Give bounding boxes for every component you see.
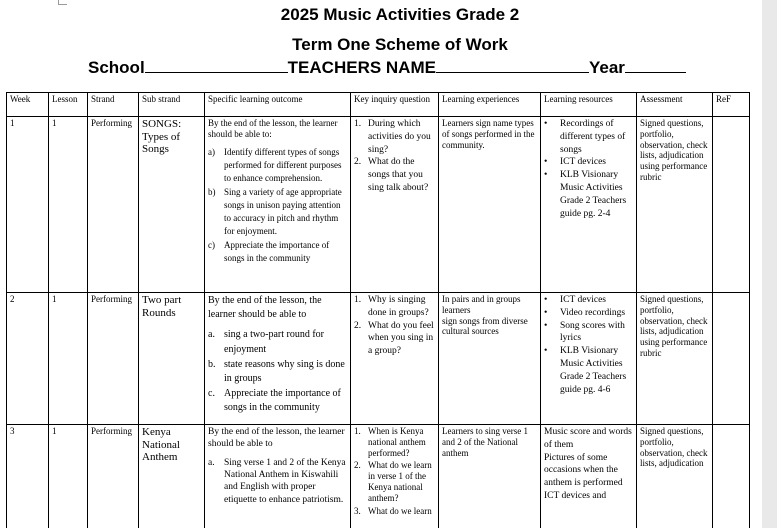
experience-line: In pairs and in groups learners <box>442 294 521 315</box>
outcome-intro: By the end of the lesson, the learner should be able to <box>208 295 322 321</box>
outcome-item: c) Appreciate the importance of songs in the community <box>208 239 330 263</box>
resource-item: • KLB Visionary Music Activities Grade 2 Teachers guide pg. 2-4 <box>544 170 627 219</box>
question-item: 1. During which activities do you sing? <box>354 119 431 155</box>
year-label: Year <box>588 58 625 77</box>
header-strand: Strand <box>88 93 139 117</box>
question-item: 2. What do the songs that you sing talk about? <box>354 157 429 194</box>
resource-item: • Song scores with lyrics <box>544 320 625 344</box>
resource-item: • Video recordings <box>544 307 626 318</box>
week-cell: 1 <box>7 117 49 293</box>
resources-cell <box>541 117 637 293</box>
resources-cell <box>541 293 637 425</box>
lesson-cell: 1 <box>49 425 88 528</box>
lesson-cell: 1 <box>49 293 88 425</box>
week-cell: 3 <box>7 425 49 528</box>
school-label: School <box>88 58 145 77</box>
table-row <box>7 293 750 425</box>
outcome-item: b) Sing a variety of age appropriate songs in unison paying attention to accuracy in pitch and rhythm for enjoyment. <box>208 186 342 236</box>
outcome-cell <box>205 117 351 293</box>
assessment-cell: Signed questions, portfolio, observation, check lists, adjudication using performance rubric <box>637 117 713 293</box>
substrand-cell: SONGS: Types of Songs <box>139 117 205 293</box>
ref-cell <box>713 425 750 528</box>
document-title: 2025 Music Activities Grade 2 <box>280 5 520 24</box>
outcome-item: a. Sing verse 1 and 2 of the Kenya National Anthem in Kiswahili and English with proper etiquette to enhance patriotism. <box>208 457 346 505</box>
strand-cell: Performing <box>88 425 139 528</box>
outcome-cell <box>205 293 351 425</box>
question-item: 2. What do we learn in verse 1 of the Kenya national anthem? <box>354 460 432 503</box>
assessment-cell: Signed questions, portfolio, observation, check lists, adjudication using performance rubric <box>637 293 713 425</box>
header-week: Week <box>7 93 49 117</box>
header-resources: Learning resources <box>541 93 637 117</box>
scheme-of-work-table <box>6 92 750 528</box>
year-blank[interactable] <box>625 58 686 73</box>
resource-line: ICT devices and <box>544 491 607 502</box>
question-item: 3. What do we learn <box>354 505 432 516</box>
week-cell: 2 <box>7 293 49 425</box>
question-item: 1. When is Kenya national anthem performed? <box>354 426 426 458</box>
resources-cell <box>541 425 637 528</box>
resource-item: • KLB Visionary Music Activities Grade 2 Teachers guide pg. 4-6 <box>544 346 627 395</box>
outcome-item: c. Appreciate the importance of songs in the community <box>208 388 341 414</box>
inquiry-cell <box>351 293 439 425</box>
document-subtitle: Term One Scheme of Work <box>292 35 508 54</box>
resource-line: Music score and words of them <box>544 427 632 450</box>
resource-line: Pictures of some occasions when the anthem is performed <box>544 452 623 489</box>
assessment-cell: Signed questions, portfolio, observation, check lists, adjudication <box>637 425 713 528</box>
outcome-item: a) Identify different types of songs performed for different purposes to enhance comprehension. <box>208 146 342 183</box>
inquiry-cell <box>351 117 439 293</box>
teacher-label: TEACHERS NAME <box>287 58 436 77</box>
resource-item: • Recordings of different types of songs <box>544 119 626 155</box>
school-blank[interactable] <box>145 58 288 73</box>
header-ref: ReF <box>713 93 750 117</box>
outcome-intro: By the end of the lesson, the learner should be able to <box>208 427 345 450</box>
substrand-cell: Two part Rounds <box>139 293 205 425</box>
question-item: 2. What do you feel when you sing in a group? <box>354 320 434 357</box>
header-substrand: Sub strand <box>139 93 205 117</box>
experiences-cell: Learners sign name types of songs performed in the community. <box>439 117 541 293</box>
table-row <box>7 425 750 528</box>
inquiry-cell <box>351 425 439 528</box>
lesson-cell: 1 <box>49 117 88 293</box>
outcome-cell <box>205 425 351 528</box>
resource-item: • ICT devices <box>544 295 606 305</box>
substrand-cell: Kenya National Anthem <box>139 425 205 528</box>
header-outcome: Specific learning outcome <box>205 93 351 117</box>
experiences-cell: Learners to sing verse 1 and 2 of the National anthem <box>439 425 541 528</box>
header-assessment: Assessment <box>637 93 713 117</box>
outcome-item: b. state reasons why sing is done in groups <box>208 358 345 384</box>
experiences-cell <box>439 293 541 425</box>
school-info-line <box>88 58 686 78</box>
teacher-blank[interactable] <box>436 58 589 73</box>
ref-cell <box>713 117 750 293</box>
ref-cell <box>713 293 750 425</box>
strand-cell: Performing <box>88 293 139 425</box>
table-row <box>7 117 750 293</box>
table-header-row <box>7 93 750 117</box>
resource-item: • ICT devices <box>544 157 606 168</box>
question-item: 1. Why is singing done in groups? <box>354 295 429 318</box>
strand-cell: Performing <box>88 117 139 293</box>
header-experiences: Learning experiences <box>439 93 541 117</box>
experience-line: sign songs from diverse cultural sources <box>442 315 528 337</box>
outcome-item: a. sing a two-part round for enjoyment <box>208 329 324 355</box>
header-inquiry: Key inquiry question <box>351 93 439 117</box>
header-lesson: Lesson <box>49 93 88 117</box>
outcome-intro: By the end of the lesson, the learner should be able to: <box>208 118 338 139</box>
